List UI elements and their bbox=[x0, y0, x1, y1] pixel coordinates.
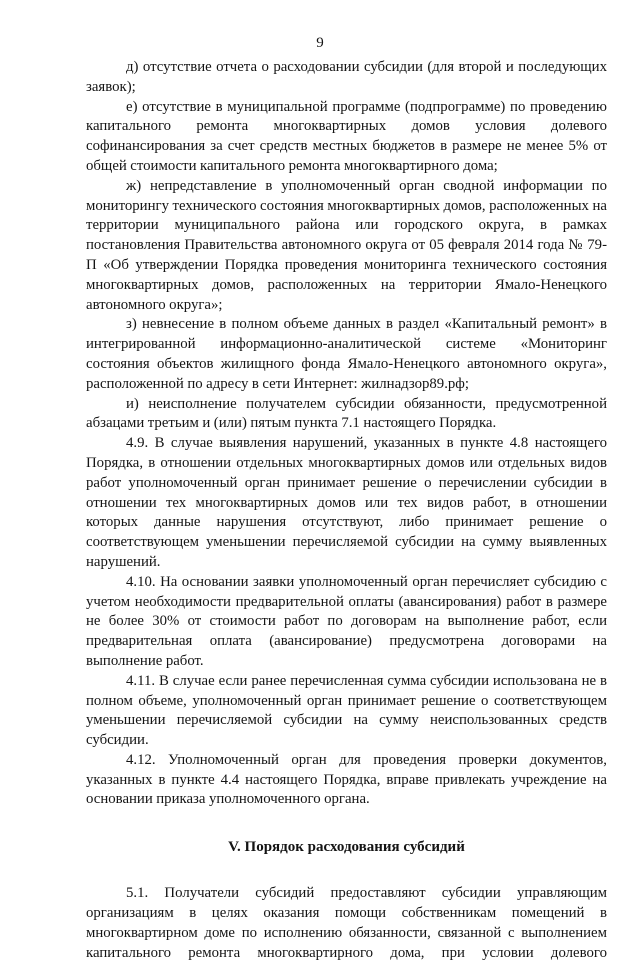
paragraph-5-1: 5.1. Получатели субсидий предоставляют субсидии управляющим организациям в целях оказания помощи собственникам помещений в многоквартирном доме по исполнению обязанности, связанной с выполнением капитального ремонта многоквартирного дома, при условии долевого bbox=[86, 885, 607, 961]
paragraph-zh: ж) непредставление в уполномоченный орган сводной информации по мониторингу технического состояния многоквартирных домов, расположенных на территории муниципального района или городского округа, в рамках постановления Правительства автономного округа от 05 февраля 2014 года № 79-П «Об утверждении Порядка проведения мониторинга технического состояния многоквартирных домов, расположенных на территории Ямало-Ненецкого автономного округа»; bbox=[86, 177, 607, 313]
paragraph-d: д) отсутствие отчета о расходовании субсидии (для второй и последующих заявок); bbox=[86, 59, 607, 95]
page-number: 9 bbox=[316, 35, 324, 51]
document-body bbox=[86, 58, 607, 963]
paragraph-4-12: 4.12. Уполномоченный орган для проведения проверки документов, указанных в пункте 4.4 настоящего Порядка, вправе привлекать учреждение на основании приказа уполномоченного органа. bbox=[86, 751, 607, 808]
paragraph-z: з) невнесение в полном объеме данных в раздел «Капитальный ремонт» в интегрированной информационно-аналитической системе «Мониторинг состояния объектов жилищного фонда Ямало-Ненецкого автономного округа», расположенной по адресу в сети Интернет: жилнадзор89.рф; bbox=[86, 316, 607, 392]
paragraph-4-10: 4.10. На основании заявки уполномоченный орган перечисляет субсидию с учетом необходимости предварительной оплаты (авансирования) работ в размере не более 30% от стоимости работ по договорам на выполнение работ, если предварительная оплата (авансирование) предусмотрена договорами на выполнение работ. bbox=[86, 573, 607, 669]
section-heading: V. Порядок расходования субсидий bbox=[228, 839, 465, 856]
paragraph-4-11: 4.11. В случае если ранее перечисленная сумма субсидии использована не в полном объеме, уполномоченный орган принимает решение о соответствующем уменьшении перечисляемой субсидии на сумму неиспользованных средств субсидии. bbox=[86, 672, 607, 749]
paragraph-i: и) неисполнение получателем субсидии обязанности, предусмотренной абзацами третьим и (или) пятым пункта 7.1 настоящего Порядка. bbox=[86, 395, 607, 432]
paragraph-4-9: 4.9. В случае выявления нарушений, указанных в пункте 4.8 настоящего Порядка, в отношении отдельных многоквартирных домов или отдельных видов работ уполномоченный орган принимает решение о перечислении субсидии в отношении тех многоквартирных домов или тех видов работ, в отношении которых данные нарушения отсутствуют, либо принимает решение о соответствующем уменьшении перечисляемой субсидии на сумму выявленных нарушений. bbox=[86, 435, 607, 570]
paragraph-e: е) отсутствие в муниципальной программе (подпрограмме) по проведению капитального ремонта многоквартирных домов условия долевого софинансирования за счет средств местных бюджетов в размере не менее 5% от общей стоимости капитального ремонта многоквартирного дома; bbox=[86, 98, 607, 174]
